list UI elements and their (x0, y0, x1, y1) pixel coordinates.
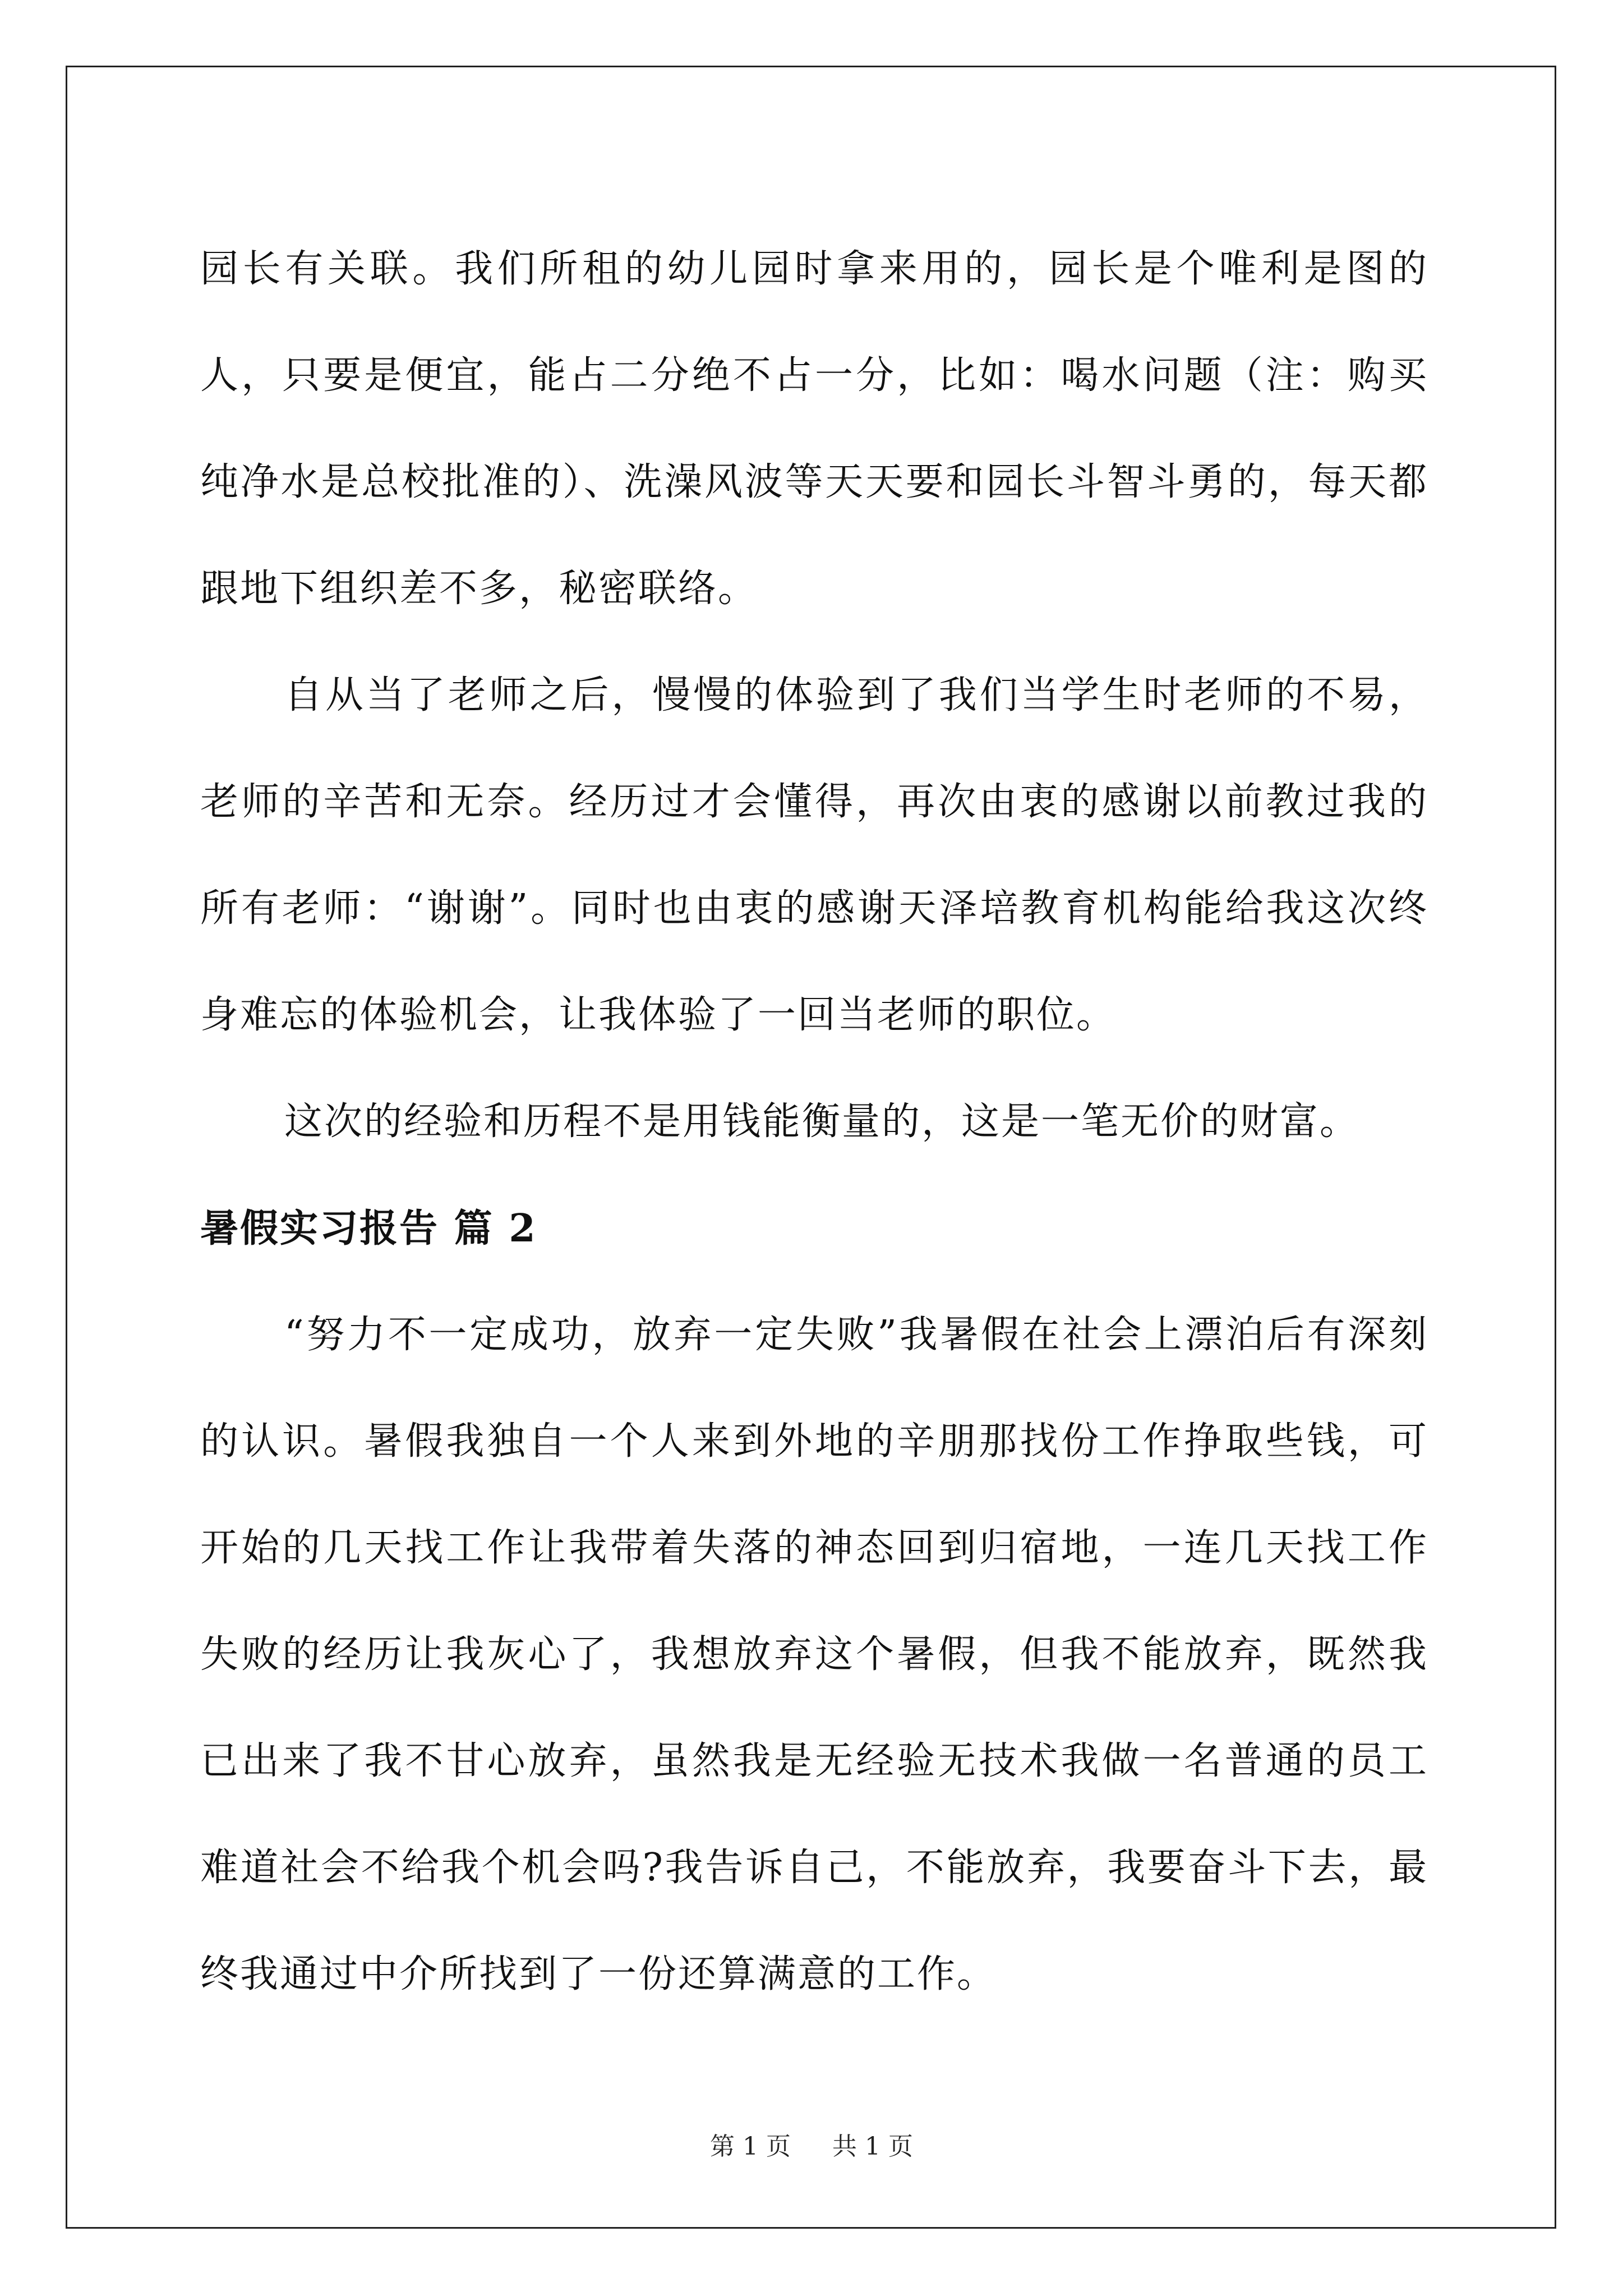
document-body (200, 216, 1428, 2028)
paragraph-continuation: 园长有关联。我们所租的幼儿园时拿来用的，园长是个唯利是图的人，只要是便宜，能占二分绝不占一分，比如：喝水问题（注：购买纯净水是总校批准的）、洗澡风波等天天要和园长斗智斗勇的，每天都跟地下组织差不多，秘密联络。 (200, 247, 1428, 611)
paragraph-teacher-experience: 自从当了老师之后，慢慢的体验到了我们当学生时老师的不易，老师的辛苦和无奈。经历过才会懂得，再次由衷的感谢以前教过我的所有老师：“谢谢”。同时也由衷的感谢天泽培教育机构能给我这次终身难忘的体验机会，让我体验了一回当老师的职位。 (200, 673, 1428, 1037)
section-heading: 暑假实习报告 篇 2 (200, 1206, 537, 1251)
page-number-current: 第 1 页 (710, 2132, 791, 2161)
paragraph-summer-work: “努力不一定成功，放弃一定失败”我暑假在社会上漂泊后有深刻的认识。暑假我独自一个人来到外地的辛朋那找份工作挣取些钱，可开始的几天找工作让我带着失落的神态回到归宿地，一连几天找工作失败的经历让我灰心了，我想放弃这个暑假，但我不能放弃，既然我已出来了我不甘心放弃，虽然我是无经验无技术我做一名普通的员工难道社会不给我个机会吗?我告诉自己，不能放弃，我要奋斗下去，最终我通过中介所找到了一份还算满意的工作。 (200, 1313, 1428, 1996)
paragraph-value: 这次的经验和历程不是用钱能衡量的，这是一笔无价的财富。 (284, 1099, 1360, 1144)
page-footer (0, 2126, 1623, 2162)
page-number-total: 共 1 页 (832, 2132, 913, 2161)
